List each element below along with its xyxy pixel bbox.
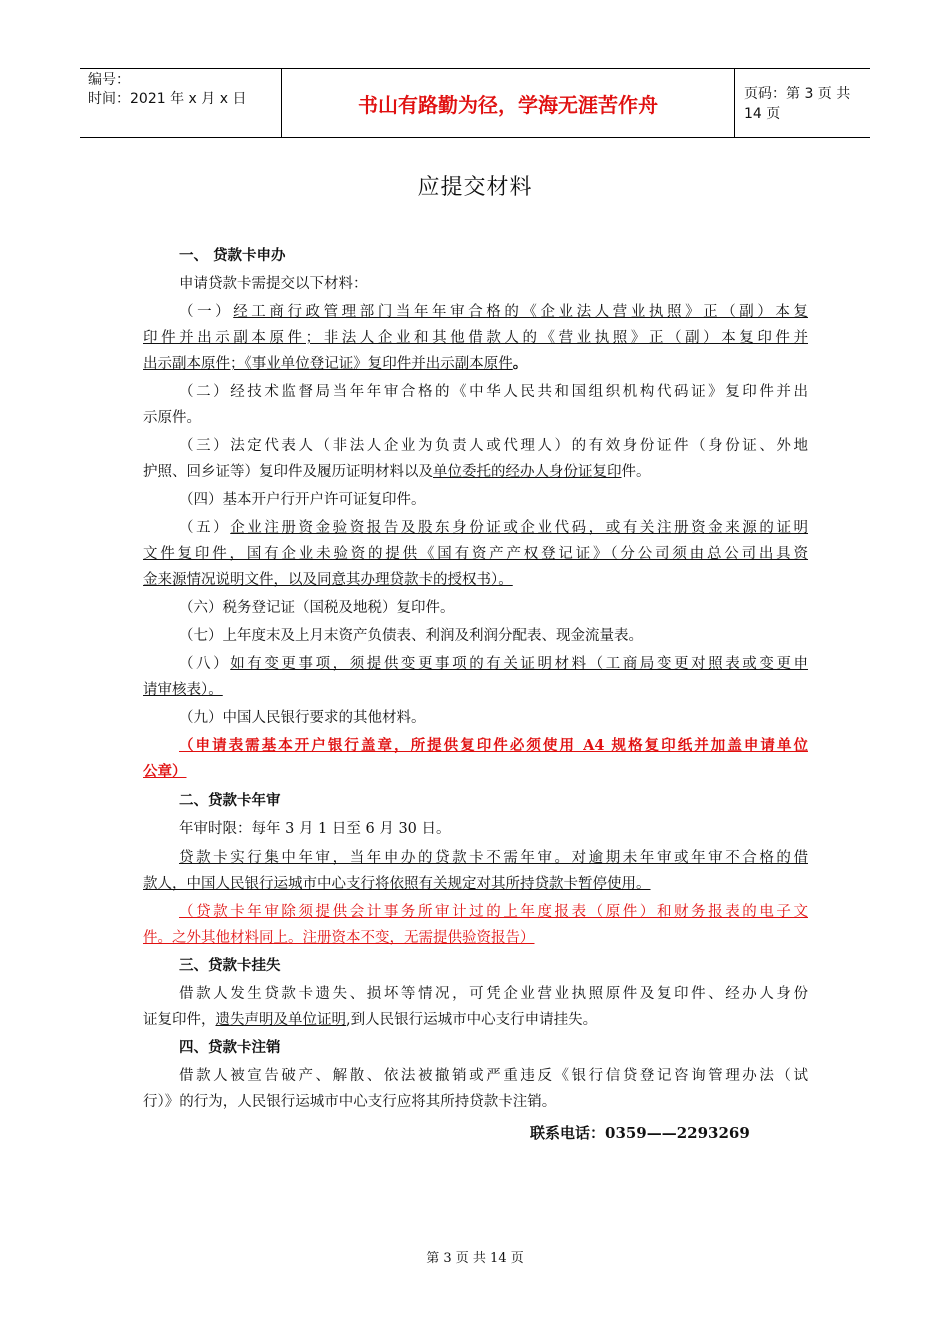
section-4-title: 四、贷款卡注销 [179,1040,281,1056]
item-5-prefix: （五） [179,520,231,536]
page-title: 应提交材料 [417,175,533,200]
item-3-line-2 [143,460,651,481]
section-2-title: 二、贷款卡年审 [179,793,281,809]
note-1-line-2: 公章） [143,763,187,780]
item-1-line-3 [143,352,527,373]
item-5-line-3: 金来源情况说明文件，以及同意其办理贷款卡的授权书）。 [143,572,513,588]
header-divider [734,69,735,137]
header-page-label: 页码：第 3 页 共 14 页 [744,86,851,122]
item-8-line-2: 请审核表）。 [143,682,223,698]
item-7: （七）上年度末及上月末资产负债表、利润及利润分配表、现金流量表。 [179,628,643,644]
section-1-intro: 申请贷款卡需提交以下材料： [179,276,368,292]
item-2-line-1: （二）经技术监督局当年年审合格的《中华人民共和国组织机构代码证》复印件并出 [179,384,808,400]
item-8-prefix: （八） [179,656,231,672]
item-1-prefix: （一） [179,304,234,320]
section-3-line-2 [143,1008,597,1029]
section-2-line-1: 年审时限：每年 3 月 1 日至 6 月 30 日。 [179,821,451,837]
item-5-line-2: 文件复印件，国有企业未验资的提供《国有资产产权登记证》（分公司须由总公司出具资 [143,546,808,562]
item-3-end: 件。 [621,464,651,480]
page-footer: 第 3 页 共 14 页 [426,1251,524,1266]
item-6: （六）税务登记证（国税及地税）复印件。 [179,600,455,616]
item-1-line-1 [179,300,808,321]
header-table [80,68,870,138]
section-4-line-2: 行）》的行为，人民银行运城市中心支行应将其所持贷款卡注销。 [143,1094,557,1110]
item-4: （四）基本开户行开户许可证复印件。 [179,492,426,508]
section-3-end: ,到人民银行运城市中心支行申请挂失。 [346,1012,598,1028]
item-5-text: 企业注册资金验资报告及股东身份证或企业代码，或有关注册资金来源的证明 [230,520,809,536]
time-label: 时间：2021 年 x 月 x 日 [88,91,247,107]
item-8-text: 如有变更事项，须提供变更事项的有关证明材料（工商局变更对照表或变更申 [230,656,809,672]
section-3-line-1: 借款人发生贷款卡遗失、损坏等情况，可凭企业营业执照原件及复印件、经办人身份 [179,986,808,1002]
item-8-line-1 [179,652,808,673]
note-1-line-1: （申请表需基本开户银行盖章，所提供复印件必须使用 A4 规格复印纸并加盖申请单位 [179,737,808,754]
note-2-line-2: 件。之外其他材料同上。注册资本不变，无需提供验资报告） [143,930,535,946]
contact-phone: 联系电话：0359——2293269 [530,1124,750,1142]
header-meta [80,69,280,137]
item-1-end: 。 [512,355,528,372]
number-label: 编号： [88,72,130,88]
header-motto: 书山有路勤为径，学海无涯苦作舟 [358,92,658,117]
note-2-line-1: （贷款卡年审除须提供会计事务所审计过的上年度报表（原件）和财务报表的电子文 [179,904,808,920]
section-3-underlined: 遗失声明及单位证明 [215,1012,346,1028]
item-1-text: 经工商行政管理部门当年年审合格的《企业法人营业执照》正（副）本复 [233,304,809,320]
item-1-line-2: 印件并出示副本原件；非法人企业和其他借款人的《营业执照》正（副）本复印件并 [143,330,808,346]
item-2-line-2: 示原件。 [143,410,201,426]
section-1-title: 一、 贷款卡申办 [179,248,286,264]
item-3-line-1: （三）法定代表人（非法人企业为负责人或代理人）的有效身份证件（身份证、外地 [179,438,808,454]
section-2-line-2: 贷款卡实行集中年审，当年申办的贷款卡不需年审。对逾期未年审或年审不合格的借 [179,850,808,866]
section-3-text: 证复印件， [143,1012,216,1028]
section-4-line-1: 借款人被宣告破产、解散、依法被撤销或严重违反《银行信贷登记咨询管理办法（试 [179,1068,808,1084]
item-9: （九）中国人民银行要求的其他材料。 [179,710,426,726]
section-2-line-3: 款人，中国人民银行运城市中心支行将依照有关规定对其所持贷款卡暂停使用。 [143,876,651,892]
item-5-line-1 [179,516,808,537]
section-3-title: 三、贷款卡挂失 [179,958,281,974]
item-1-text: 出示副本原件；《事业单位登记证》复印件并出示副本原件 [143,356,513,372]
item-3-underlined: 单位委托的经办人身份证复印 [433,464,622,480]
item-3-text: 护照、回乡证等）复印件及履历证明材料以及 [143,464,433,480]
